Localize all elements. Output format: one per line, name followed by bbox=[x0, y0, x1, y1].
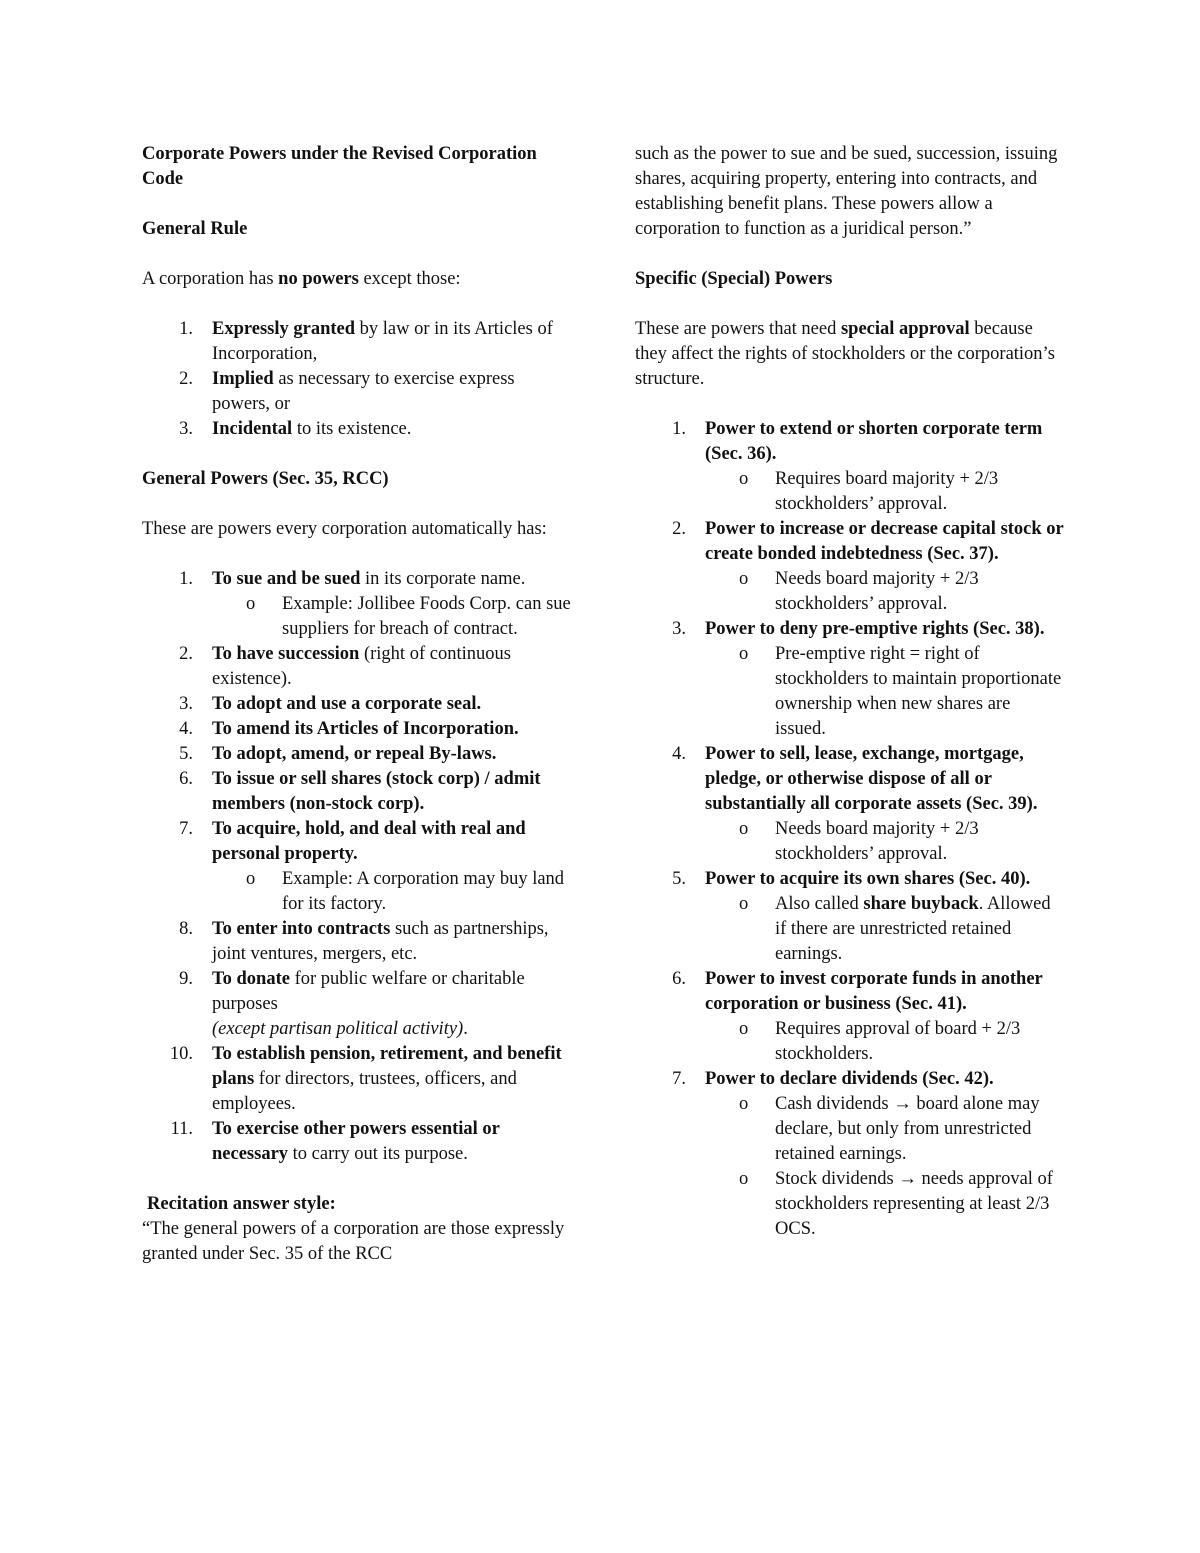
general-powers-intro: These are powers every corporation automatically has: bbox=[142, 519, 547, 539]
sub-list bbox=[705, 817, 1065, 867]
specific-powers-heading: Specific (Special) Powers bbox=[635, 269, 833, 289]
list-item: 4. To amend its Articles of Incorporation. bbox=[179, 719, 519, 739]
bullet-icon: o bbox=[739, 1019, 749, 1039]
bullet-icon: o bbox=[739, 1169, 749, 1189]
list-item: 9. To donate for public welfare or charitable purposes (except partisan political activity). bbox=[179, 969, 525, 1039]
list-item: 7. Power to declare dividends (Sec. 42). o Cash dividends → board alone may declare, but only from unrestricted retained earnings. o Stock dividends → needs approval of stockholders representing at least 2/3 OCS. bbox=[635, 1067, 1065, 1242]
general-powers-heading: General Powers (Sec. 35, RCC) bbox=[142, 469, 389, 489]
bullet-icon: o bbox=[739, 569, 749, 589]
list-item: 8. To enter into contracts such as partnerships, joint ventures, mergers, etc. bbox=[179, 919, 549, 964]
general-rule-intro: A corporation has no powers except those: bbox=[142, 269, 461, 289]
list-item: 1. Power to extend or shorten corporate term (Sec. 36). o Requires board majority + 2/3 stockholders’ approval. bbox=[635, 417, 1065, 517]
sub-list bbox=[212, 592, 572, 642]
bullet-icon: o bbox=[739, 819, 749, 839]
sub-list bbox=[705, 1092, 1065, 1242]
bullet-icon: o bbox=[739, 1094, 749, 1114]
bullet-icon: o bbox=[739, 469, 749, 489]
list-item: 2. Power to increase or decrease capital stock or create bonded indebtedness (Sec. 37). o Needs board majority + 2/3 stockholders’ approval. bbox=[635, 517, 1065, 617]
bullet-icon: o bbox=[739, 644, 749, 664]
list-item: 11. To exercise other powers essential or necessary to carry out its purpose. bbox=[170, 1119, 500, 1164]
sub-list-item: o Stock dividends → needs approval of stockholders representing at least 2/3 OCS. bbox=[739, 1169, 1053, 1239]
list-item: 2. To have succession (right of continuous existence). bbox=[179, 644, 511, 689]
sub-list-item: o Pre-emptive right = right of stockholders to maintain proportionate ownership when new shares are issued. bbox=[739, 644, 1062, 739]
general-powers-list bbox=[142, 567, 572, 1167]
sub-list bbox=[705, 467, 1065, 517]
list-item: 5. Power to acquire its own shares (Sec. 40). o Also called share buyback. Allowed if there are unrestricted retained earnings. bbox=[635, 867, 1065, 967]
right-column bbox=[635, 142, 1065, 1242]
recitation-heading: Recitation answer style: bbox=[147, 1194, 336, 1214]
list-item: 5. To adopt, amend, or repeal By-laws. bbox=[179, 744, 497, 764]
sub-list-item: o Needs board majority + 2/3 stockholders’ approval. bbox=[739, 569, 979, 614]
general-rule-list bbox=[142, 317, 572, 442]
list-item: 10. To establish pension, retirement, and benefit plans for directors, trustees, officers, and employees. bbox=[169, 1044, 562, 1114]
sub-list-item: o Also called share buyback. Allowed if there are unrestricted retained earnings. bbox=[739, 894, 1051, 964]
recitation-answer-start: “The general powers of a corporation are those expressly granted under Sec. 35 of the RCC bbox=[142, 1219, 565, 1264]
list-item: 6. To issue or sell shares (stock corp) / admit members (non-stock corp). bbox=[179, 769, 541, 814]
bullet-icon: o bbox=[739, 894, 749, 914]
sub-list bbox=[705, 642, 1065, 742]
recitation-answer-continued: such as the power to sue and be sued, succession, issuing shares, acquiring property, entering into contracts, and establishing benefit plans. These powers allow a corporation to function as a juridical person.” bbox=[635, 144, 1058, 239]
bullet-icon: o bbox=[246, 594, 256, 614]
list-item: 4. Power to sell, lease, exchange, mortgage, pledge, or otherwise dispose of all or substantially all corporate assets (Sec. 39). o Needs board majority + 2/3 stockholders’ approval. bbox=[635, 742, 1065, 867]
general-rule-heading: General Rule bbox=[142, 219, 248, 239]
list-item: 2. Implied as necessary to exercise express powers, or bbox=[179, 369, 515, 414]
list-item: 6. Power to invest corporate funds in another corporation or business (Sec. 41). o Requires approval of board + 2/3 stockholders. bbox=[635, 967, 1065, 1067]
bullet-icon: o bbox=[246, 869, 256, 889]
specific-powers-list bbox=[635, 417, 1065, 1242]
list-item: 3. Power to deny pre-emptive rights (Sec. 38). o Pre-emptive right = right of stockholders to maintain proportionate ownership when new shares are issued. bbox=[635, 617, 1065, 742]
sub-list-item: o Example: A corporation may buy land for its factory. bbox=[246, 869, 565, 914]
sub-list-item: o Requires board majority + 2/3 stockholders’ approval. bbox=[739, 469, 999, 514]
document-title: Corporate Powers under the Revised Corporation Code bbox=[142, 144, 537, 189]
list-item: 3. Incidental to its existence. bbox=[179, 419, 412, 439]
sub-list-item: o Needs board majority + 2/3 stockholders’ approval. bbox=[739, 819, 979, 864]
sub-list bbox=[705, 567, 1065, 617]
list-item: 1. Expressly granted by law or in its Articles of Incorporation, bbox=[179, 319, 553, 364]
sub-list bbox=[705, 1017, 1065, 1067]
list-item: 7. To acquire, hold, and deal with real and personal property. o Example: A corporation may buy land for its factory. bbox=[142, 817, 572, 917]
list-item: 1. To sue and be sued in its corporate name. o Example: Jollibee Foods Corp. can sue suppliers for breach of contract. bbox=[142, 567, 572, 642]
sub-list bbox=[212, 867, 572, 917]
specific-powers-intro: These are powers that need special approval because they affect the rights of stockholders or the corporation’s structure. bbox=[635, 319, 1055, 389]
sub-list-item: o Example: Jollibee Foods Corp. can sue suppliers for breach of contract. bbox=[246, 594, 571, 639]
list-item: 3. To adopt and use a corporate seal. bbox=[179, 694, 482, 714]
left-column bbox=[142, 142, 572, 1267]
sub-list-item: o Requires approval of board + 2/3 stockholders. bbox=[739, 1019, 1021, 1064]
sub-list-item: o Cash dividends → board alone may declare, but only from unrestricted retained earnings. bbox=[739, 1094, 1040, 1164]
sub-list bbox=[705, 892, 1065, 967]
